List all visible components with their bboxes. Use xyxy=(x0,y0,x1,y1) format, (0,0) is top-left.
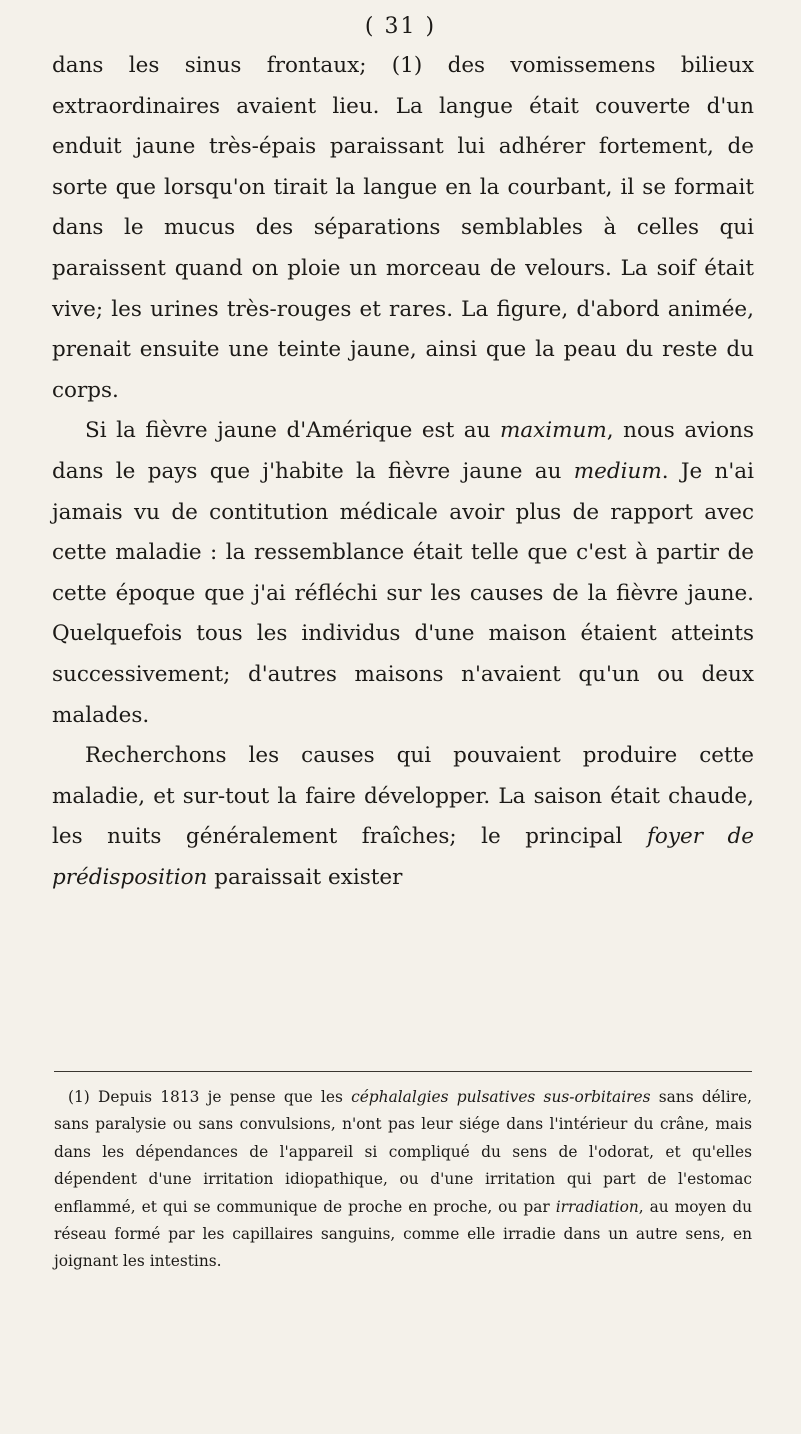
italic-maximum: maximum xyxy=(499,418,607,444)
paragraph-3-text-b: paraissait exister xyxy=(207,864,403,890)
footnote xyxy=(54,1084,752,1276)
paragraph-3-text-a: Recherchons les causes qui pouvaient produire cette maladie, et sur-tout la faire développer. La saison était chaude, les nuits généralement fraîches; le principal xyxy=(52,743,754,850)
paragraph-2-text-c: . Je n'ai jamais vu de contitution médicale avoir plus de rapport avec cette maladie : la ressemblance était telle que c'est à partir de cette époque que j'ai réfléchi sur les causes de la fièvre jaune. Quelquefois tous les individus d'une maison étaient atteints successivement; d'autres maisons n'avaient qu'un ou deux malades. xyxy=(52,458,754,728)
main-text xyxy=(52,46,754,898)
footnote-text-c: , au moyen du réseau formé par les capillaires sanguins, comme elle irradie dans un autre sens, en joignant les intestins. xyxy=(54,1197,753,1271)
paragraph-2-text-b: , nous avions dans le pays que j'habite la fièvre jaune au xyxy=(52,418,754,484)
paragraph-1-text: dans les sinus frontaux; (1) des vomissemens bilieux extraordinaires avaient lieu. La langue était couverte d'un enduit jaune très-épais paraissant lui adhérer fortement, de sorte que lorsqu'on tirait la langue en la courbant, il se formait dans le mucus des séparations semblables à celles qui paraissent quand on ploie un morceau de velours. La soif était vive; les urines très-rouges et rares. La figure, d'abord animée, prenait ensuite une teinte jaune, ainsi que la peau du reste du corps. xyxy=(52,53,754,403)
footnote-text-b: sans délire, sans paralysie ou sans convulsions, n'ont pas leur siége dans l'intérieur du crâne, mais dans les dépendances de l'appareil si compliqué du sens de l'odorat, et qu'elles dépendent d'une irritation idiopathique, ou d'une irritation qui part de l'estomac enflammé, et qui se communique de proche en proche, ou par xyxy=(54,1088,752,1216)
page-number: ( 31 ) xyxy=(364,14,437,39)
italic-cephalalgies: céphalalgies pulsatives sus-orbitaires xyxy=(351,1088,651,1106)
paragraph-2-text-a: Si la fièvre jaune d'Amérique est au xyxy=(85,418,500,444)
footnote-paragraph xyxy=(54,1084,752,1276)
italic-medium: medium xyxy=(573,458,662,484)
italic-irradiation: irradiation xyxy=(555,1197,639,1216)
italic-foyer: foyer de prédisposition xyxy=(52,824,754,890)
paragraph-1 xyxy=(52,46,754,411)
footnote-rule xyxy=(54,1071,752,1072)
paragraph-3 xyxy=(52,736,754,898)
footnote-text-a: (1) Depuis 1813 je pense que les xyxy=(68,1088,352,1106)
paragraph-2 xyxy=(52,411,754,736)
